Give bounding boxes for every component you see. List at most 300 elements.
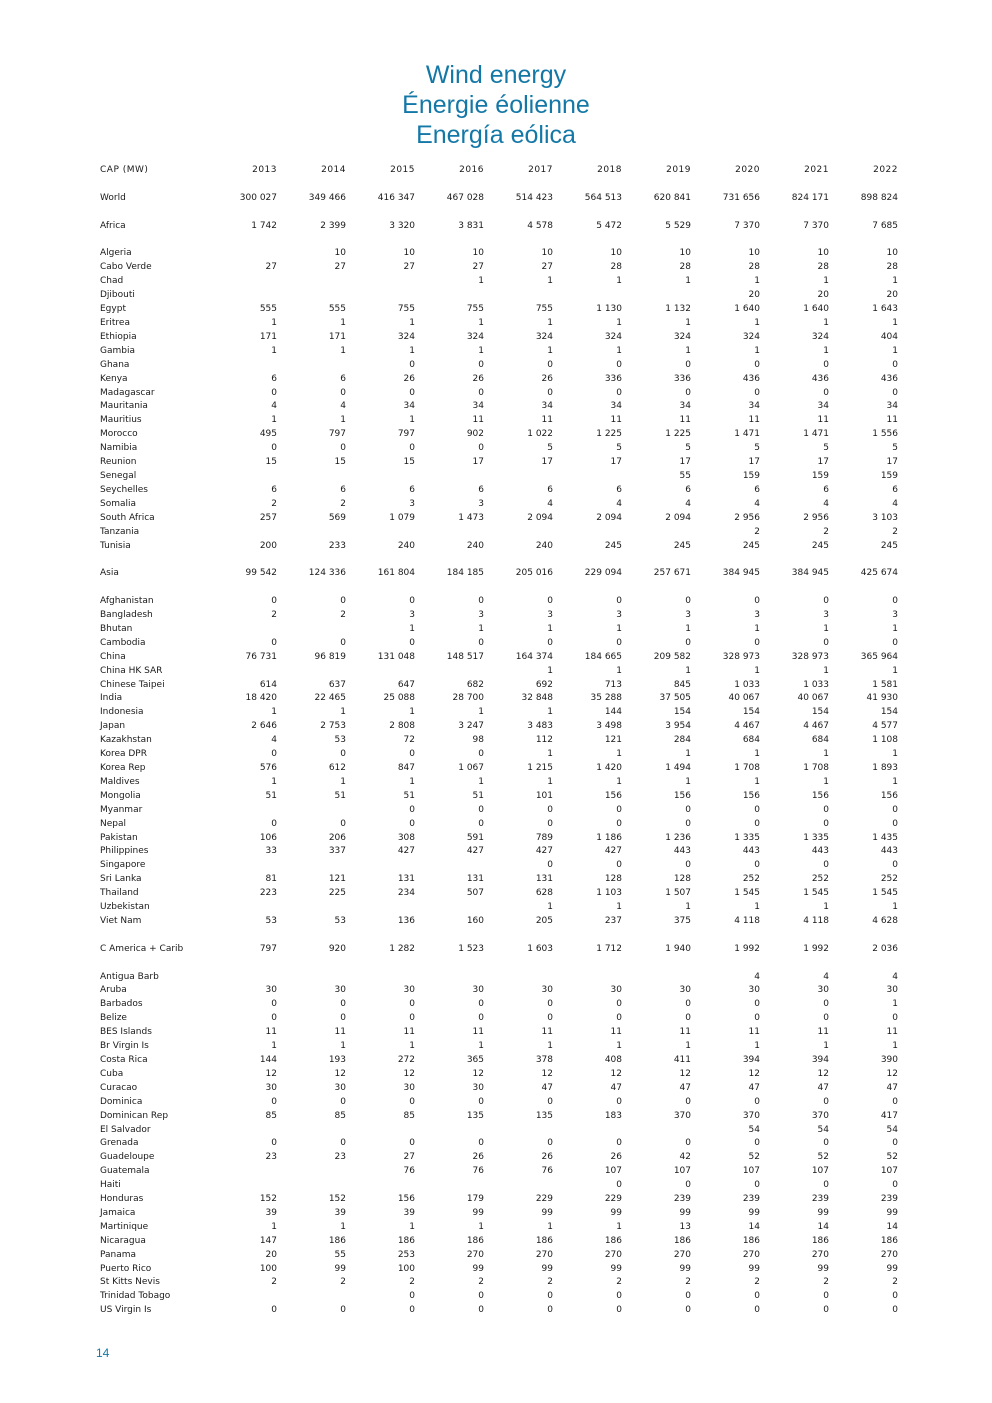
capacity-value: 12 xyxy=(817,1068,829,1079)
capacity-value: 0 xyxy=(754,804,760,815)
capacity-value: 612 xyxy=(328,762,346,773)
capacity-value: 0 xyxy=(685,1291,691,1302)
capacity-value: 154 xyxy=(811,707,829,718)
capacity-value: 4 xyxy=(271,401,277,412)
capacity-value: 0 xyxy=(547,1013,553,1024)
capacity-value: 0 xyxy=(823,387,829,398)
capacity-value: 1 xyxy=(754,665,760,676)
country-name: C America + Carib xyxy=(100,943,184,954)
capacity-value: 26 xyxy=(403,373,415,384)
capacity-value: 152 xyxy=(328,1194,346,1205)
capacity-value: 27 xyxy=(472,262,484,273)
year-header: 2019 xyxy=(666,165,691,176)
country-name: Ethiopia xyxy=(100,331,137,342)
capacity-value xyxy=(208,1124,277,1138)
capacity-value: 161 804 xyxy=(377,568,415,579)
capacity-value: 1 494 xyxy=(665,762,691,773)
capacity-value: 1 xyxy=(892,776,898,787)
capacity-value: 40 067 xyxy=(797,693,829,704)
capacity-value: 253 xyxy=(397,1249,415,1260)
capacity-value: 17 xyxy=(748,457,760,468)
capacity-value: 99 xyxy=(610,1207,622,1218)
capacity-value: 98 xyxy=(472,735,484,746)
capacity-value: 209 582 xyxy=(653,651,691,662)
capacity-value: 0 xyxy=(685,596,691,607)
capacity-value: 0 xyxy=(340,443,346,454)
capacity-value: 1 022 xyxy=(527,429,553,440)
capacity-value: 51 xyxy=(472,790,484,801)
capacity-value: 0 xyxy=(409,818,415,829)
capacity-value: 154 xyxy=(880,707,898,718)
capacity-value: 731 656 xyxy=(722,192,760,203)
table-row xyxy=(98,1026,898,1040)
capacity-value xyxy=(346,1124,415,1138)
capacity-value: 324 xyxy=(397,331,415,342)
spacer-cell xyxy=(98,553,898,567)
capacity-value: 0 xyxy=(478,818,484,829)
capacity-value: 1 108 xyxy=(872,735,898,746)
capacity-value: 0 xyxy=(892,818,898,829)
capacity-value: 0 xyxy=(754,1180,760,1191)
capacity-value: 41 930 xyxy=(866,693,898,704)
table-header xyxy=(98,164,898,178)
capacity-value: 0 xyxy=(754,1013,760,1024)
capacity-value: 233 xyxy=(328,540,346,551)
capacity-value: 324 xyxy=(604,331,622,342)
capacity-value: 229 xyxy=(535,1194,553,1205)
capacity-value: 239 xyxy=(673,1194,691,1205)
capacity-value: 1 xyxy=(547,318,553,329)
capacity-value: 1 xyxy=(340,1041,346,1052)
capacity-value xyxy=(484,1124,553,1138)
table-row xyxy=(98,247,898,261)
year-header: 2022 xyxy=(873,165,898,176)
capacity-value: 240 xyxy=(535,540,553,551)
capacity-value: 205 xyxy=(535,915,553,926)
capacity-value: 1 xyxy=(409,415,415,426)
table-row xyxy=(98,804,898,818)
capacity-value: 0 xyxy=(271,387,277,398)
table-row xyxy=(98,1151,898,1165)
capacity-value: 1 225 xyxy=(596,429,622,440)
table-row xyxy=(98,261,898,275)
capacity-value: 6 xyxy=(340,373,346,384)
table-row xyxy=(98,832,898,846)
capacity-value xyxy=(415,1179,484,1193)
capacity-value: 1 xyxy=(271,1041,277,1052)
capacity-value: 0 xyxy=(478,387,484,398)
capacity-value: 10 xyxy=(679,248,691,259)
table-row xyxy=(98,567,898,581)
capacity-value: 0 xyxy=(478,1291,484,1302)
capacity-value: 14 xyxy=(886,1221,898,1232)
capacity-value: 245 xyxy=(673,540,691,551)
capacity-value xyxy=(277,971,346,985)
capacity-value: 4 xyxy=(547,498,553,509)
capacity-value: 2 xyxy=(823,1277,829,1288)
capacity-value: 1 xyxy=(478,276,484,287)
table-row xyxy=(98,998,898,1012)
spacer-row xyxy=(98,929,898,943)
capacity-value: 6 xyxy=(409,484,415,495)
capacity-value: 20 xyxy=(817,290,829,301)
capacity-value: 3 xyxy=(754,610,760,621)
capacity-value: 1 xyxy=(409,1221,415,1232)
capacity-value: 11 xyxy=(817,415,829,426)
capacity-value: 0 xyxy=(892,1291,898,1302)
capacity-value: 1 xyxy=(754,623,760,634)
table-row xyxy=(98,1193,898,1207)
capacity-value: 144 xyxy=(604,707,622,718)
capacity-value xyxy=(208,1165,277,1179)
capacity-value: 245 xyxy=(880,540,898,551)
capacity-value: 7 370 xyxy=(734,220,760,231)
capacity-value: 1 xyxy=(892,749,898,760)
capacity-value: 11 xyxy=(541,415,553,426)
capacity-value: 270 xyxy=(811,1249,829,1260)
capacity-value: 1 556 xyxy=(872,429,898,440)
table-row xyxy=(98,1304,898,1318)
capacity-value: 2 xyxy=(616,1277,622,1288)
year-header: 2018 xyxy=(597,165,622,176)
capacity-value: 1 xyxy=(823,665,829,676)
country-name: Cuba xyxy=(100,1068,124,1079)
capacity-value: 27 xyxy=(265,262,277,273)
capacity-value: 28 xyxy=(748,262,760,273)
capacity-value: 0 xyxy=(478,1013,484,1024)
table-row xyxy=(98,456,898,470)
capacity-value: 375 xyxy=(673,915,691,926)
table-row xyxy=(98,1068,898,1082)
table-row xyxy=(98,470,898,484)
country-name: Somalia xyxy=(100,498,137,509)
country-name: Singapore xyxy=(100,860,146,871)
table-row xyxy=(98,1124,898,1138)
country-name: China HK SAR xyxy=(100,665,163,676)
capacity-value: 394 xyxy=(742,1054,760,1065)
capacity-value: 2 036 xyxy=(872,943,898,954)
title-spanish: Energía eólica xyxy=(416,121,576,149)
capacity-value: 1 545 xyxy=(734,888,760,899)
capacity-value: 2 xyxy=(892,1277,898,1288)
capacity-value: 124 336 xyxy=(308,568,346,579)
capacity-value: 0 xyxy=(271,637,277,648)
country-name: Belize xyxy=(100,1013,127,1024)
capacity-value: 34 xyxy=(472,401,484,412)
capacity-value: 0 xyxy=(271,596,277,607)
table-row xyxy=(98,873,898,887)
capacity-value: 26 xyxy=(472,1152,484,1163)
capacity-value: 33 xyxy=(265,846,277,857)
capacity-value: 183 xyxy=(604,1110,622,1121)
capacity-value: 1 130 xyxy=(596,304,622,315)
capacity-value: 0 xyxy=(271,443,277,454)
capacity-value: 0 xyxy=(547,818,553,829)
capacity-value: 3 xyxy=(547,610,553,621)
country-name: St Kitts Nevis xyxy=(100,1277,160,1288)
capacity-value: 156 xyxy=(742,790,760,801)
capacity-value: 20 xyxy=(886,290,898,301)
capacity-value: 0 xyxy=(616,1180,622,1191)
capacity-value: 2 808 xyxy=(389,721,415,732)
capacity-value: 52 xyxy=(748,1152,760,1163)
capacity-value: 128 xyxy=(673,874,691,885)
capacity-value: 100 xyxy=(259,1263,277,1274)
capacity-value: 1 xyxy=(892,276,898,287)
capacity-value: 6 xyxy=(340,484,346,495)
capacity-value: 156 xyxy=(604,790,622,801)
capacity-value: 427 xyxy=(604,846,622,857)
capacity-value: 1 215 xyxy=(527,762,553,773)
capacity-value: 159 xyxy=(811,470,829,481)
country-name: Afghanistan xyxy=(100,596,154,607)
capacity-value: 10 xyxy=(817,248,829,259)
capacity-value xyxy=(277,289,346,303)
capacity-value: 755 xyxy=(466,304,484,315)
capacity-value: 555 xyxy=(259,304,277,315)
capacity-value: 30 xyxy=(472,985,484,996)
capacity-value: 107 xyxy=(811,1166,829,1177)
capacity-value: 0 xyxy=(478,804,484,815)
capacity-value: 10 xyxy=(403,248,415,259)
capacity-value: 17 xyxy=(610,457,622,468)
capacity-value: 427 xyxy=(466,846,484,857)
capacity-value: 336 xyxy=(673,373,691,384)
country-name: Cabo Verde xyxy=(100,262,152,273)
capacity-value: 0 xyxy=(547,637,553,648)
capacity-value: 99 xyxy=(472,1263,484,1274)
capacity-value: 11 xyxy=(403,1027,415,1038)
table-row xyxy=(98,1082,898,1096)
capacity-value: 0 xyxy=(409,637,415,648)
capacity-value: 1 708 xyxy=(803,762,829,773)
capacity-value: 394 xyxy=(811,1054,829,1065)
capacity-value: 0 xyxy=(823,1180,829,1191)
capacity-value: 186 xyxy=(604,1235,622,1246)
capacity-value: 2 xyxy=(409,1277,415,1288)
capacity-value: 28 xyxy=(610,262,622,273)
capacity-value: 1 473 xyxy=(458,512,484,523)
capacity-value: 1 xyxy=(547,707,553,718)
capacity-value: 1 xyxy=(892,665,898,676)
capacity-value: 99 xyxy=(817,1207,829,1218)
year-header: 2017 xyxy=(528,165,553,176)
capacity-value: 30 xyxy=(265,1082,277,1093)
capacity-value xyxy=(553,289,622,303)
capacity-value: 5 529 xyxy=(665,220,691,231)
capacity-value xyxy=(484,1179,553,1193)
capacity-value xyxy=(415,289,484,303)
country-name: Nepal xyxy=(100,818,126,829)
country-name: Mauritania xyxy=(100,401,148,412)
capacity-value: 0 xyxy=(478,443,484,454)
table-row xyxy=(98,790,898,804)
capacity-value: 0 xyxy=(478,359,484,370)
capacity-value: 39 xyxy=(403,1207,415,1218)
page-titles xyxy=(0,60,992,150)
capacity-value: 6 xyxy=(754,484,760,495)
capacity-value: 1 xyxy=(478,345,484,356)
capacity-value: 284 xyxy=(673,735,691,746)
table-row xyxy=(98,762,898,776)
capacity-value: 3 xyxy=(823,610,829,621)
capacity-value: 0 xyxy=(271,818,277,829)
capacity-value: 1 xyxy=(823,623,829,634)
capacity-value: 0 xyxy=(547,1305,553,1316)
table-row xyxy=(98,901,898,915)
capacity-value: 25 088 xyxy=(383,693,415,704)
capacity-value: 159 xyxy=(742,470,760,481)
capacity-value: 35 288 xyxy=(590,693,622,704)
country-name: Chad xyxy=(100,276,124,287)
capacity-value xyxy=(277,1165,346,1179)
capacity-value: 85 xyxy=(334,1110,346,1121)
capacity-value: 4 xyxy=(823,971,829,982)
capacity-value: 628 xyxy=(535,888,553,899)
capacity-value: 34 xyxy=(541,401,553,412)
table-row xyxy=(98,706,898,720)
country-name: Seychelles xyxy=(100,484,148,495)
table-row xyxy=(98,1207,898,1221)
capacity-value: 443 xyxy=(673,846,691,857)
capacity-value: 1 xyxy=(616,1221,622,1232)
table-row xyxy=(98,651,898,665)
capacity-value: 12 xyxy=(748,1068,760,1079)
capacity-value: 1 xyxy=(685,318,691,329)
country-name: Mauritius xyxy=(100,415,142,426)
country-name: Dominican Rep xyxy=(100,1110,169,1121)
capacity-value: 1 xyxy=(616,1041,622,1052)
capacity-value: 1 xyxy=(685,345,691,356)
capacity-value xyxy=(277,470,346,484)
capacity-value: 179 xyxy=(466,1194,484,1205)
capacity-value: 3 483 xyxy=(527,721,553,732)
capacity-value: 1 xyxy=(685,665,691,676)
title-english: Wind energy xyxy=(425,61,567,89)
capacity-value: 378 xyxy=(535,1054,553,1065)
table-row xyxy=(98,275,898,289)
capacity-value: 1 xyxy=(892,902,898,913)
spacer-row xyxy=(98,206,898,220)
capacity-value: 240 xyxy=(466,540,484,551)
capacity-value: 28 xyxy=(817,262,829,273)
capacity-value: 370 xyxy=(811,1110,829,1121)
capacity-value: 184 185 xyxy=(446,568,484,579)
country-name: South Africa xyxy=(100,512,155,523)
capacity-value: 0 xyxy=(616,637,622,648)
capacity-value: 1 xyxy=(685,749,691,760)
capacity-value: 1 xyxy=(892,999,898,1010)
capacity-value: 425 674 xyxy=(860,568,898,579)
capacity-value: 1 xyxy=(547,276,553,287)
capacity-value: 1 xyxy=(823,345,829,356)
table-row xyxy=(98,428,898,442)
capacity-value: 0 xyxy=(823,359,829,370)
capacity-value: 1 xyxy=(892,1041,898,1052)
capacity-value: 4 xyxy=(754,971,760,982)
capacity-value: 239 xyxy=(880,1194,898,1205)
capacity-value: 257 671 xyxy=(653,568,691,579)
capacity-value: 2 094 xyxy=(665,512,691,523)
table-row xyxy=(98,679,898,693)
capacity-value: 0 xyxy=(685,1180,691,1191)
table-row xyxy=(98,220,898,234)
country-name: Thailand xyxy=(100,888,139,899)
capacity-value: 186 xyxy=(397,1235,415,1246)
table-row xyxy=(98,331,898,345)
capacity-value: 76 731 xyxy=(245,651,277,662)
capacity-value: 47 xyxy=(748,1082,760,1093)
capacity-value: 1 xyxy=(271,707,277,718)
capacity-value: 1 xyxy=(478,623,484,634)
capacity-value xyxy=(277,859,346,873)
table-row xyxy=(98,776,898,790)
capacity-value: 128 xyxy=(604,874,622,885)
capacity-value: 106 xyxy=(259,832,277,843)
capacity-value: 404 xyxy=(880,331,898,342)
capacity-value: 1 xyxy=(340,776,346,787)
capacity-value: 37 505 xyxy=(659,693,691,704)
spacer-cell xyxy=(98,957,898,971)
capacity-value xyxy=(277,359,346,373)
capacity-value: 225 xyxy=(328,888,346,899)
capacity-value: 14 xyxy=(817,1221,829,1232)
page-number: 14 xyxy=(96,1346,110,1360)
capacity-value: 11 xyxy=(679,1027,691,1038)
capacity-value xyxy=(277,901,346,915)
capacity-value: 186 xyxy=(880,1235,898,1246)
capacity-value: 121 xyxy=(604,735,622,746)
capacity-value: 1 186 xyxy=(596,832,622,843)
capacity-value xyxy=(208,275,277,289)
capacity-value: 11 xyxy=(748,1027,760,1038)
capacity-value: 0 xyxy=(409,1013,415,1024)
capacity-value: 0 xyxy=(754,1096,760,1107)
capacity-value: 2 xyxy=(754,526,760,537)
country-name: World xyxy=(100,192,126,203)
capacity-value: 1 471 xyxy=(734,429,760,440)
capacity-value: 245 xyxy=(742,540,760,551)
country-name: Africa xyxy=(100,220,126,231)
capacity-value xyxy=(346,470,415,484)
capacity-value xyxy=(208,1290,277,1304)
capacity-value: 0 xyxy=(478,749,484,760)
capacity-value: 27 xyxy=(334,262,346,273)
capacity-value: 1 xyxy=(547,345,553,356)
capacity-value: 1 992 xyxy=(734,943,760,954)
capacity-value: 0 xyxy=(409,596,415,607)
capacity-value: 1 xyxy=(892,345,898,356)
capacity-value: 0 xyxy=(271,1138,277,1149)
capacity-value: 5 xyxy=(823,443,829,454)
capacity-value: 0 xyxy=(271,1013,277,1024)
capacity-value: 2 xyxy=(340,610,346,621)
capacity-value: 10 xyxy=(886,248,898,259)
capacity-value: 229 094 xyxy=(584,568,622,579)
country-name: Martinique xyxy=(100,1221,149,1232)
capacity-value: 4 578 xyxy=(527,220,553,231)
capacity-value: 2 xyxy=(685,1277,691,1288)
capacity-value: 30 xyxy=(817,985,829,996)
capacity-value: 0 xyxy=(478,596,484,607)
capacity-value xyxy=(208,470,277,484)
capacity-value: 11 xyxy=(748,415,760,426)
capacity-value: 370 xyxy=(673,1110,691,1121)
capacity-value: 171 xyxy=(328,331,346,342)
capacity-value: 0 xyxy=(409,749,415,760)
capacity-value: 4 467 xyxy=(803,721,829,732)
spacer-cell xyxy=(98,581,898,595)
